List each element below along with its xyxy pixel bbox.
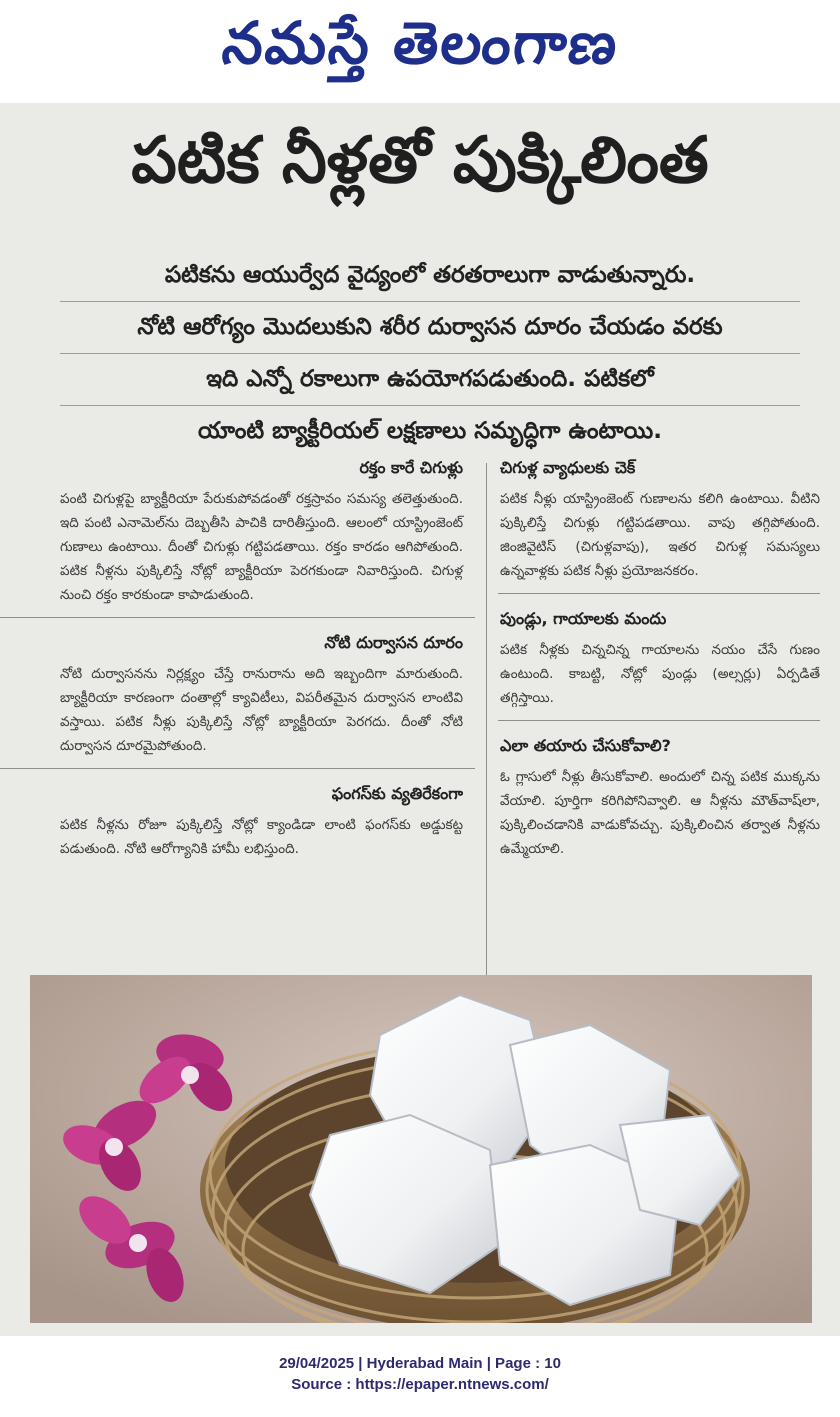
section-ulcers	[498, 606, 820, 710]
section-heading: చిగుళ్ల వ్యాధులకు చెక్	[500, 458, 636, 477]
newspaper-logo: నమస్తే తెలంగాణ	[219, 8, 623, 77]
section-body: పంటి చిగుళ్లపై బ్యాక్టీరియా పేరుకుపోవడంతో రక్తస్రావం సమస్య తలెత్తుతుంది. ఇది పంటి ఎనామెల్‌ను దెబ్బతీసి పాచికి దారితీస్తుంది. ఆలంలో యాస్ట్రింజెంట్ గుణాలు ఉంటాయి. దీంతో చిగుళ్లు గట్టిపడతాయి. రక్తం కారడం ఆగిపోతుంది. పటిక నీళ్లను పుక్కిలిస్తే నోట్లో బ్యాక్టీరియా పెరగకుండా నివారిస్తుంది. చిగుళ్ల నుంచి రక్తం కారకుండా కాపాడుతుంది.	[60, 491, 463, 603]
page-footer	[0, 1353, 840, 1395]
section-heading: రక్తం కారే చిగుళ్లు	[359, 458, 463, 477]
section-heading: ఫంగస్‌కు వ్యతిరేకంగా	[331, 784, 463, 803]
section-body: పటిక నీళ్లు యాస్ట్రింజెంట్ గుణాలను కలిగి ఉంటాయి. వీటిని పుక్కిలిస్తే చిగుళ్లు గట్టిపడతాయి. వాపు తగ్గిపోతుంది. జింజివైటిస్ (చిగుళ్లవాపు), ఇతర చిగుళ్ల సమస్యలు ఉన్నవాళ్లకు పటిక నీళ్లు ప్రయోజనకరం.	[500, 491, 820, 579]
section-bad-breath	[0, 630, 475, 758]
section-divider	[0, 768, 475, 769]
intro-line: నోటి ఆరోగ్యం మొదలుకుని శరీర దుర్వాసన దూరం చేయడం వరకు	[60, 302, 800, 354]
section-body: పటిక నీళ్లకు చిన్నచిన్న గాయాలను నయం చేసే గుణం ఉంటుంది. కాబట్టి, నోట్లో పుండ్లు (అల్సర్లు) ఏర్పడితే తగ్గిస్తాయి.	[500, 642, 820, 706]
footer-source: Source : https://epaper.ntnews.com/	[291, 1376, 549, 1393]
right-column	[498, 455, 820, 861]
headline: పటిక నీళ్లతో పుక్కిలింత	[131, 124, 709, 198]
alum-basket-photo	[30, 975, 812, 1323]
section-divider	[498, 720, 820, 721]
column-divider	[486, 463, 487, 975]
intro-line: ఇది ఎన్నో రకాలుగా ఉపయోగపడుతుంది. పటికలో	[60, 354, 800, 406]
section-body: నోటి దుర్వాసనను నిర్లక్ష్యం చేస్తే రానురాను అది ఇబ్బందిగా మారుతుంది. బ్యాక్టీరియా కారణంగా దంతాల్లో క్యావిటీలు, విపరీతమైన దుర్వాసన లాంటివి వస్తాయి. పటిక నీళ్లు పుక్కిలిస్తే నోట్లో బ్యాక్టీరియా పెరగదు. దీంతో నోటి దుర్వాసన దూరమైపోతుంది.	[60, 666, 463, 754]
section-gum-disease	[498, 455, 820, 583]
section-body: ఓ గ్లాసులో నీళ్లు తీసుకోవాలి. అందులో చిన్న పటిక ముక్కను వేయాలి. పూర్తిగా కరిగిపోనివ్వాలి. ఆ నీళ్లను మౌత్‌వాష్‌లా, పుక్కిలించడానికి వాడుకోవచ్చు. పుక్కిలించిన తర్వాత నీళ్లను ఉమ్మేయాలి.	[500, 769, 820, 857]
section-body: పటిక నీళ్లను రోజూ పుక్కిలిస్తే నోట్లో క్యాండిడా లాంటి ఫంగస్‌కు అడ్డుకట్ట పడుతుంది. నోటి ఆరోగ్యానికి హామీ లభిస్తుంది.	[60, 817, 463, 857]
section-heading: పుండ్లు, గాయాలకు మందు	[500, 609, 667, 628]
section-divider	[498, 593, 820, 594]
section-bleeding-gums	[0, 455, 475, 607]
section-heading: ఎలా తయారు చేసుకోవాలి?	[500, 736, 671, 755]
intro-line: పటికను ఆయుర్వేద వైద్యంలో తరతరాలుగా వాడుతున్నారు.	[60, 250, 800, 302]
section-divider	[0, 617, 475, 618]
intro-line: యాంటి బ్యాక్టీరియల్ లక్షణాలు సమృద్ధిగా ఉంటాయి.	[198, 418, 662, 444]
section-preparation	[498, 733, 820, 861]
section-heading: నోటి దుర్వాసన దూరం	[324, 633, 463, 652]
section-antifungal	[0, 781, 475, 861]
masthead	[0, 0, 840, 100]
intro-block	[60, 250, 800, 457]
footer-date-edition: 29/04/2025 | Hyderabad Main | Page : 10	[279, 1355, 561, 1372]
left-column	[0, 455, 475, 861]
article	[0, 103, 840, 1336]
